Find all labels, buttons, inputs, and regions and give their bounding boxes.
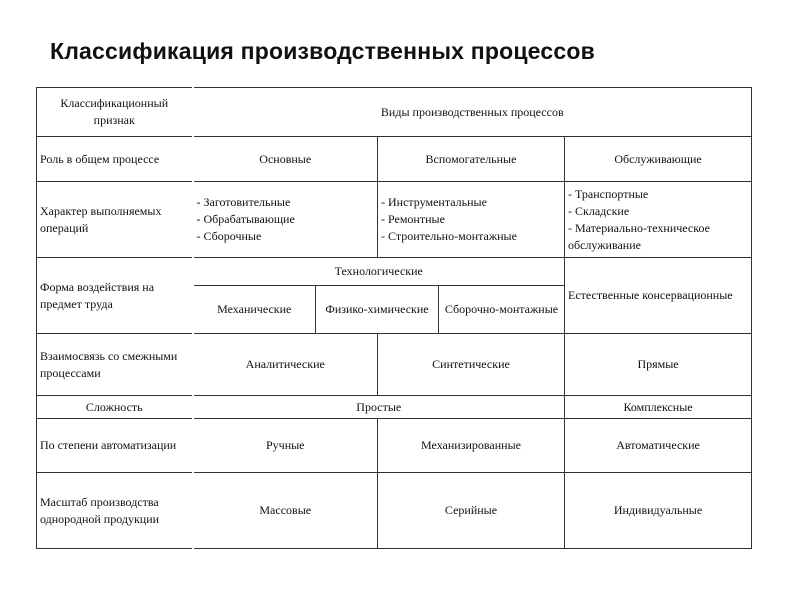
list-item: - Сборочные <box>196 229 262 243</box>
cell-role-auxiliary: Вспомогательные <box>378 137 565 182</box>
classification-table <box>36 87 752 549</box>
table-row <box>37 419 752 473</box>
cell-relation-analytic: Аналитические <box>193 334 378 396</box>
list-item: - Инструментальные <box>381 195 487 209</box>
page-title: Классификация производственных процессов <box>50 38 595 64</box>
list-item: - Транспортные <box>568 186 649 201</box>
cell-scale-serial: Серийные <box>378 473 565 549</box>
row-label-scale: Масштаб производства однородной продукции <box>37 473 193 549</box>
table-row <box>37 396 752 419</box>
row-label-impact: Форма воздействия на предмет труда <box>37 258 193 334</box>
list-item: - Заготовительные <box>196 195 291 209</box>
cell-impact-physchem: Физико-химические <box>316 286 439 334</box>
cell-role-service: Обслуживающие <box>565 137 752 182</box>
table-row <box>37 137 752 182</box>
cell-complexity-complex: Комплексные <box>565 396 752 419</box>
cell-character-service <box>565 182 752 258</box>
cell-impact-technological: Технологические <box>193 258 565 286</box>
list-item: - Обрабатывающие <box>196 212 295 226</box>
cell-relation-synthetic: Синтетические <box>378 334 565 396</box>
table-row <box>37 334 752 396</box>
cell-automation-automatic: Автоматические <box>565 419 752 473</box>
list-item: - Ремонтные <box>381 212 445 226</box>
row-label-automation: По степени автоматизации <box>37 419 193 473</box>
row-label-character: Характер выполняемых операций <box>37 182 193 258</box>
row-label-role: Роль в общем процессе <box>37 137 193 182</box>
table-row <box>37 473 752 549</box>
cell-complexity-simple: Простые <box>193 396 565 419</box>
cell-automation-mechanized: Механизированные <box>378 419 565 473</box>
header-criterion: Классификационный признак <box>37 88 193 137</box>
table-row <box>37 182 752 258</box>
cell-automation-manual: Ручные <box>193 419 378 473</box>
cell-character-auxiliary <box>378 182 565 258</box>
cell-role-main: Основные <box>193 137 378 182</box>
list-item: - Строительно-монтажные <box>381 229 517 243</box>
row-label-complexity: Сложность <box>37 396 193 419</box>
cell-scale-individual: Индивидуальные <box>565 473 752 549</box>
table-header-row <box>37 88 752 137</box>
cell-impact-mechanical: Механические <box>193 286 316 334</box>
cell-scale-mass: Массовые <box>193 473 378 549</box>
header-process-types: Виды производственных процессов <box>193 88 752 137</box>
cell-impact-assembly: Сборочно-монтажные <box>439 286 565 334</box>
cell-relation-direct: Прямые <box>565 334 752 396</box>
table-row <box>37 258 752 286</box>
row-label-relation: Взаимосвязь со смежными процессами <box>37 334 193 396</box>
cell-impact-natural: Естественные консервационные <box>565 258 752 334</box>
list-item: - Материально-техническое обслуживание <box>568 220 710 252</box>
list-item: - Складские <box>568 203 630 218</box>
cell-character-main <box>193 182 378 258</box>
